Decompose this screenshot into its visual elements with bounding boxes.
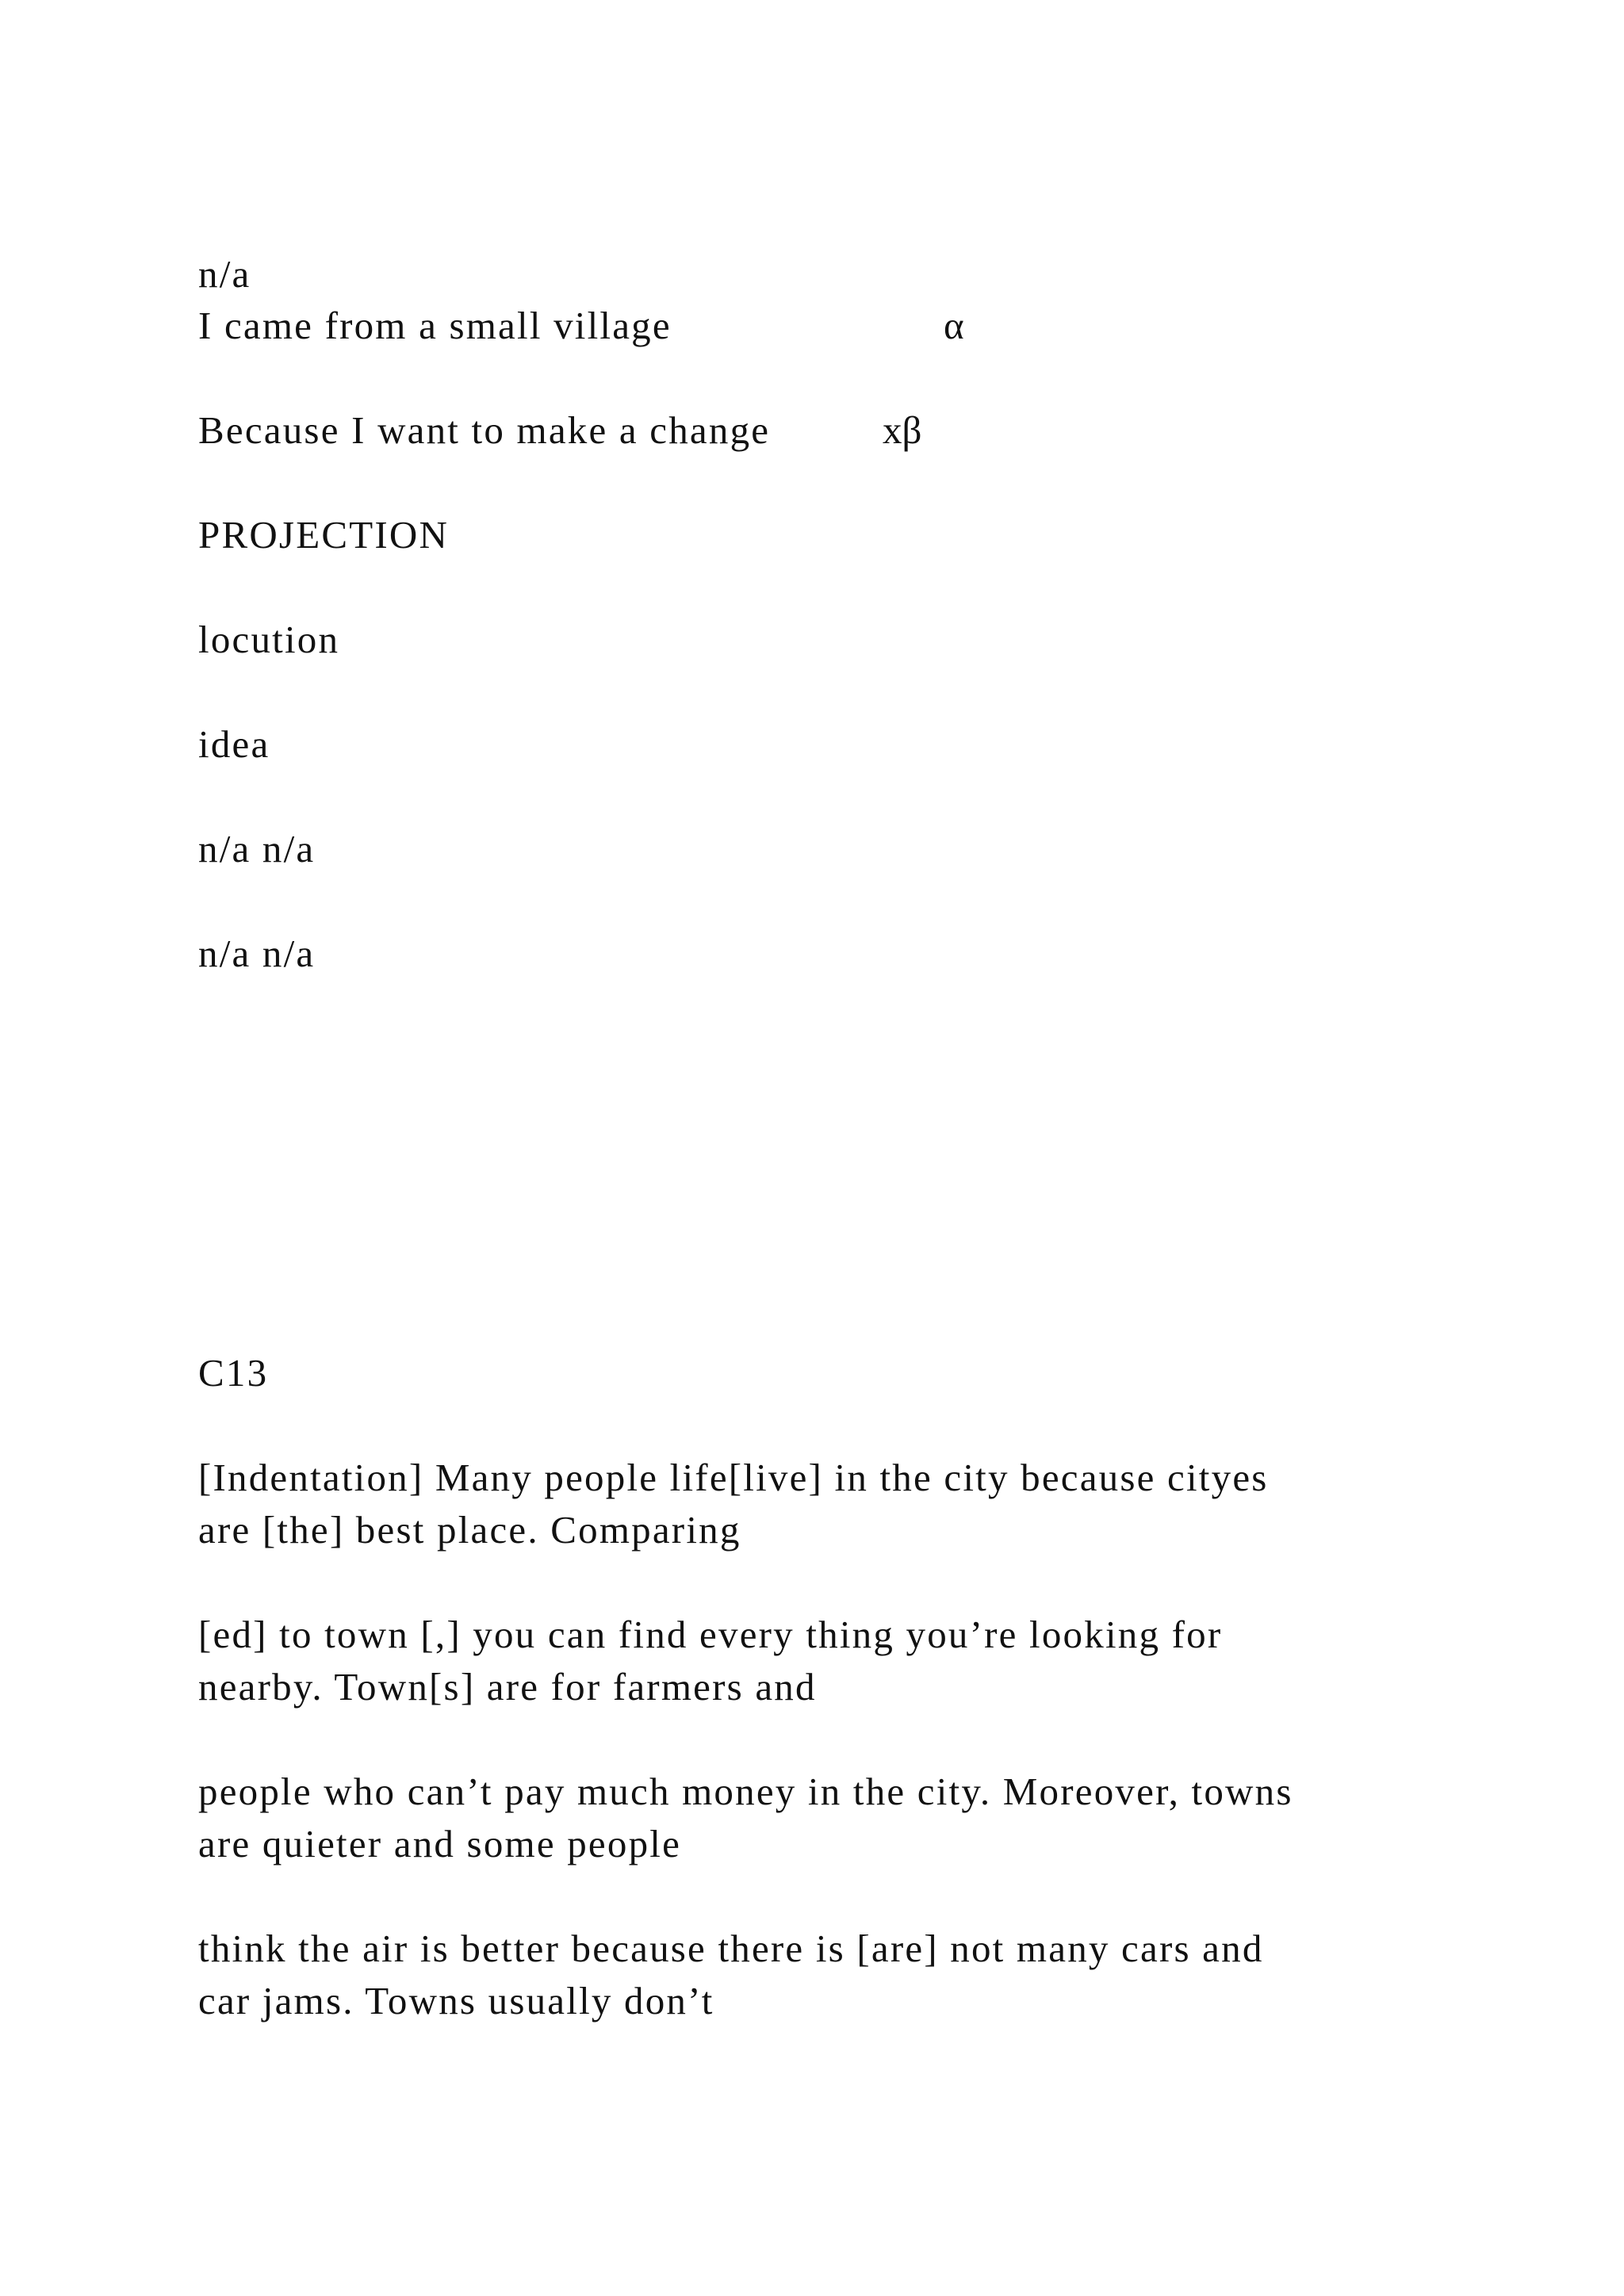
projection-type-idea: idea [198, 722, 270, 766]
essay-paragraph [198, 1766, 1435, 1870]
clause-alpha-text: I came from a small village [198, 304, 672, 347]
clause-alpha-tag: α [944, 304, 964, 347]
clause-xbeta-tag: xβ [883, 408, 922, 452]
projection-heading: PROJECTION [198, 513, 450, 557]
na-row: n/a n/a [198, 827, 316, 871]
essay-line: are quieter and some people [198, 1822, 682, 1866]
essay-code: C13 [198, 1351, 269, 1395]
na-row: n/a n/a [198, 932, 316, 975]
top-label: n/a [198, 252, 251, 296]
essay-line: nearby. Town[s] are for farmers and [198, 1665, 817, 1709]
clause-xbeta-text: Because I want to make a change [198, 408, 771, 452]
essay-line: [Indentation] Many people life[live] in the city because cityes [198, 1456, 1269, 1499]
essay-line: are [the] best place. Comparing [198, 1508, 741, 1552]
projection-type-locution: locution [198, 618, 340, 661]
essay-line: [ed] to town [,] you can find every thing you’re looking for [198, 1613, 1223, 1656]
essay-paragraph [198, 1923, 1435, 2027]
essay-paragraph [198, 1609, 1435, 1713]
essay-paragraph [198, 1452, 1435, 1556]
essay-line: think the air is better because there is [are] not many cars and [198, 1927, 1264, 1970]
essay-line: car jams. Towns usually don’t [198, 1979, 714, 2022]
essay-line: people who can’t pay much money in the city. Moreover, towns [198, 1770, 1293, 1813]
